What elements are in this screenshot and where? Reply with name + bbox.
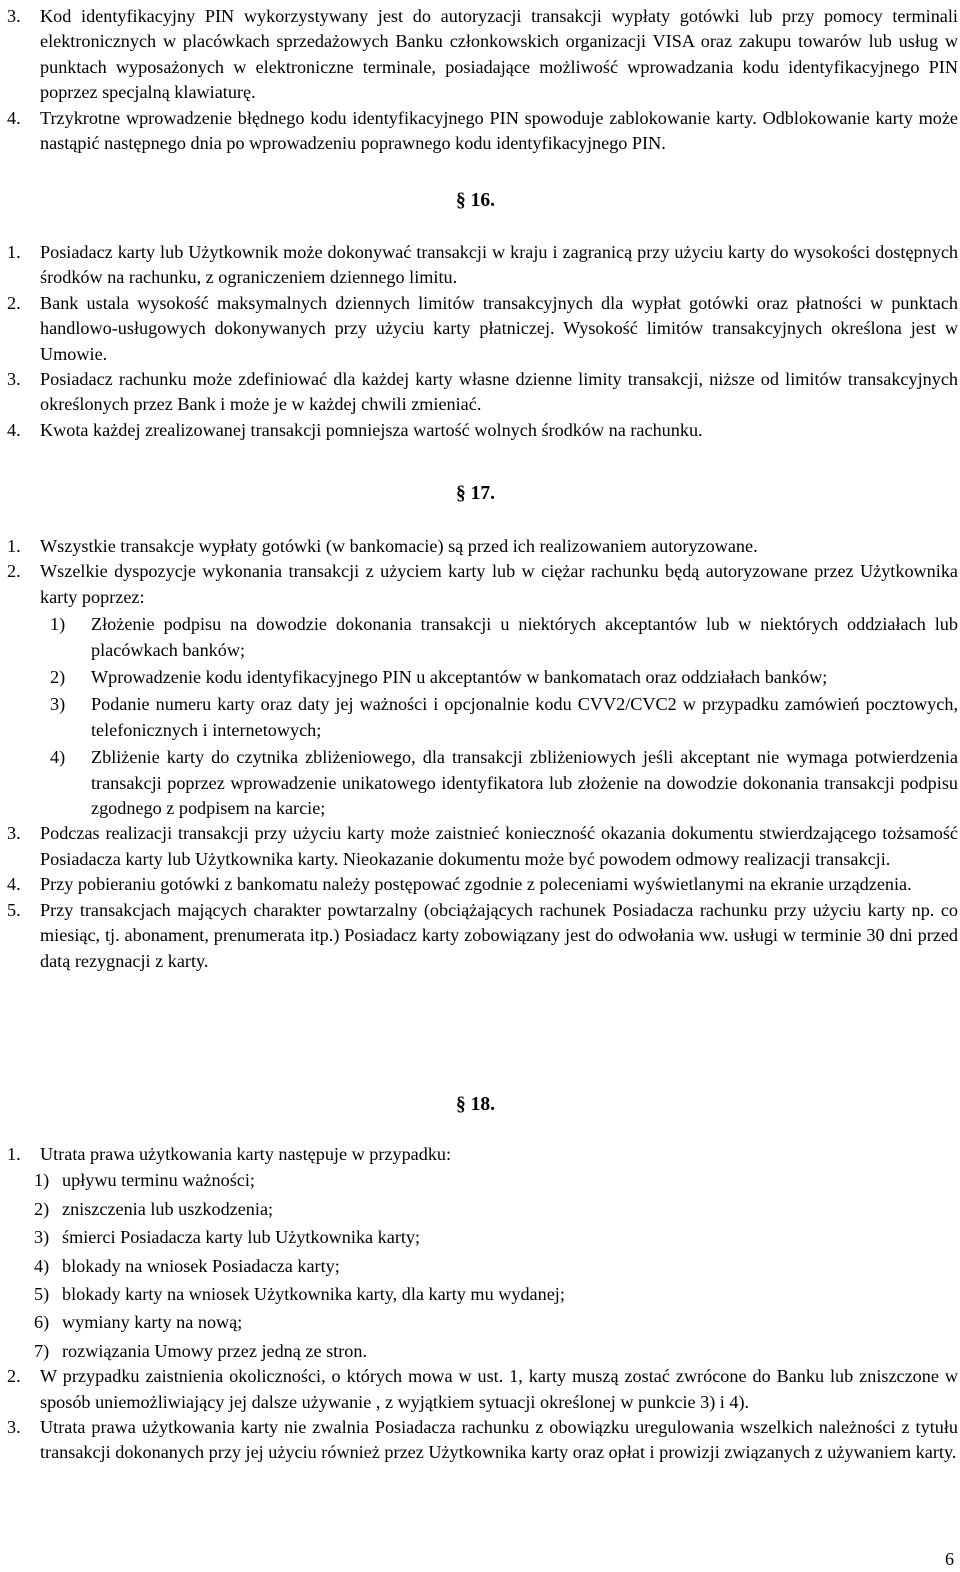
sub-item-number: 5) [34,1284,50,1305]
sub-item-number: 3) [50,694,66,715]
sub-item [50,612,958,663]
sub-item-text: zniszczenia lub uszkodzenia; [62,1198,274,1219]
sub-item-text: Złożenie podpisu na dowodzie dokonania transakcji u niektórych akceptantów lub w niektórych oddziałach lub placówkach banków; [91,614,958,660]
sub-item [50,692,958,743]
sub-item-number: 2) [34,1198,50,1219]
sub-item-text: blokady karty na wniosek Użytkownika karty, dla karty mu wydanej; [62,1284,565,1305]
item-text: Przy pobieraniu gotówki z bankomatu należy postępować zgodnie z poleceniami wyświetlanymi na ekranie urządzenia. [40,874,912,895]
item-text: Kwota każdej zrealizowanej transakcji pomniejsza wartość wolnych środków na rachunku. [40,419,703,440]
item-text: W przypadku zaistnienia okoliczności, o których mowa w ust. 1, karty muszą zostać zwrócone do Banku lub zniszczone w sposób uniemożliwiający jej dalsze używanie , z wyjątkiem sytuacji określonej w punkcie 3) i 4). [40,1366,958,1412]
sub-item [34,1339,958,1364]
sub-item-text: śmierci Posiadacza karty lub Użytkownika karty; [62,1227,421,1248]
list-item [7,367,958,418]
item-number: 4. [7,419,21,440]
sub-item-text: upływu terminu ważności; [62,1170,255,1191]
item-text: Wszystkie transakcje wypłaty gotówki (w bankomacie) są przed ich realizowaniem autoryzowane. [40,536,758,556]
list-item [7,559,958,610]
item-number: 5. [7,899,21,920]
sub-item-number: 4) [50,747,66,768]
item-number: 3. [7,823,21,844]
page-number: 6 [945,1549,954,1569]
section-18-list [7,1142,958,1466]
item-text: Posiadacz rachunku może zdefiniować dla każdej karty własne dzienne limity transakcji, niższe od limitów transakcyjnych określonych przez Bank i może je w każdej chwili zmieniać. [40,369,958,415]
sub-item-number: 1) [50,614,66,635]
item-text: Podczas realizacji transakcji przy użyciu karty może zaistnieć konieczność okazania dokumentu stwierdzającego tożsamość Posiadacza karty lub Użytkownika karty. Nieokazanie dokumentu może być powodem odmowy realizacji transakcji. [40,823,958,869]
item-text: Kod identyfikacyjny PIN wykorzystywany jest do autoryzacji transakcji wypłaty gotówki lub przy pomocy terminali elektronicznych w placówkach sprzedażowych Banku członkowskich organizacji VISA oraz zakupu towarów lub usług w punktach wyposażonych w elektroniczne terminale, posiadające możliwość wprowadzania kodu identyfikacyjnego PIN poprzez specjalną klawiaturę. [40,6,958,103]
list-item [7,106,958,157]
sub-item [34,1197,958,1222]
list-item [7,1142,958,1167]
item-number: 3. [7,6,21,26]
item-number: 2. [7,561,21,582]
item-text: Wszelkie dyspozycje wykonania transakcji z użyciem karty lub w ciężar rachunku będą autoryzowane przez Użytkownika karty poprzez: [40,561,958,607]
sub-item [34,1254,958,1279]
sub-item [50,745,958,821]
sub-item-number: 6) [34,1312,50,1333]
sub-item-number: 3) [34,1227,50,1248]
section-number: 17. [470,483,495,504]
section-17-list [7,534,958,974]
section-sign: § [456,190,466,211]
item-number: 2. [7,1366,21,1387]
list-item [7,4,958,106]
top-list [7,4,958,156]
list-item [7,534,958,559]
section-sign: § [456,1094,466,1115]
item-text: Bank ustala wysokość maksymalnych dziennych limitów transakcyjnych dla wypłat gotówki oraz płatności w punktach handlowo-usługowych dokonywanych przy użyciu karty płatniczej. Wysokość limitów transakcyjnych określona jest w Umowie. [40,292,958,364]
sub-item-number: 4) [34,1255,50,1276]
section-number: 18. [470,1094,495,1115]
item-text: Utrata prawa użytkowania karty nie zwalnia Posiadacza rachunku z obowiązku uregulowania wszelkich należności z tytułu transakcji dokonanych przy jej użyciu również przez Użytkownika karty oraz opłat i prowizji związanych z używaniem karty. [40,1417,958,1463]
sub-item-number: 7) [34,1340,50,1361]
section-16-list [7,240,958,443]
list-item [7,240,958,291]
sub-item [34,1282,958,1307]
sub-list [7,612,958,821]
sub-item [34,1310,958,1335]
section-heading-16 [456,188,495,213]
sub-item-text: blokady na wniosek Posiadacza karty; [62,1255,340,1276]
item-number: 3. [7,1417,21,1438]
sub-item-text: Zbliżenie karty do czytnika zbliżeniowego, dla transakcji zbliżeniowych jeśli akceptant nie wymaga potwierdzenia transakcji poprzez wprowadzenie unikatowego identyfikatora lub złożenie na dowodzie dokonania transakcji podpisu zgodnego z podpisem na karcie; [91,747,958,819]
list-item [7,291,958,367]
sub-item-text: wymiany karty na nową; [62,1312,243,1333]
item-number: 3. [7,369,21,390]
list-item [7,1415,958,1466]
sub-item [50,665,958,690]
sub-item-number: 1) [34,1170,50,1191]
list-item [7,821,958,872]
item-number: 1. [7,242,21,262]
sub-item-text: Podanie numeru karty oraz daty jej ważności i opcjonalnie kodu CVV2/CVC2 w przypadku zamówień pocztowych, telefonicznych i internetowych; [91,694,958,740]
item-number: 1. [7,536,21,556]
item-number: 2. [7,292,21,313]
list-item [7,872,958,897]
sub-item-number: 2) [50,667,66,688]
section-number: 16. [470,190,495,211]
list-item [7,418,958,443]
item-text: Trzykrotne wprowadzenie błędnego kodu identyfikacyjnego PIN spowoduje zablokowanie karty. Odblokowanie karty może nastąpić następnego dnia po wprowadzeniu poprawnego kodu identyfikacyjnego PIN. [40,107,958,154]
sub-item-text: rozwiązania Umowy przez jedną ze stron. [62,1340,368,1361]
sub-item [34,1225,958,1250]
item-number: 4. [7,874,21,895]
list-item [7,1364,958,1415]
item-text: Utrata prawa użytkowania karty następuje w przypadku: [40,1144,452,1164]
section-heading-17 [456,481,495,506]
item-number: 1. [7,1144,21,1164]
list-item [7,898,958,974]
sub-list [7,1168,958,1364]
section-sign: § [456,483,466,504]
sub-item-text: Wprowadzenie kodu identyfikacyjnego PIN u akceptantów w bankomatach oraz oddziałach banków; [91,667,828,688]
item-text: Posiadacz karty lub Użytkownik może dokonywać transakcji w kraju i zagranicą przy użyciu karty do wysokości dostępnych środków na rachunku, z ograniczeniem dziennego limitu. [40,242,958,288]
sub-item [34,1168,958,1193]
section-heading-18 [456,1092,495,1117]
item-number: 4. [7,107,21,128]
item-text: Przy transakcjach mających charakter powtarzalny (obciążających rachunek Posiadacza rachunku przy użyciu karty np. co miesiąc, tj. abonament, prenumerata itp.) Posiadacz karty zobowiązany jest do odwołania ww. usługi w terminie 30 dni przed datą rezygnacji z karty. [40,899,958,971]
